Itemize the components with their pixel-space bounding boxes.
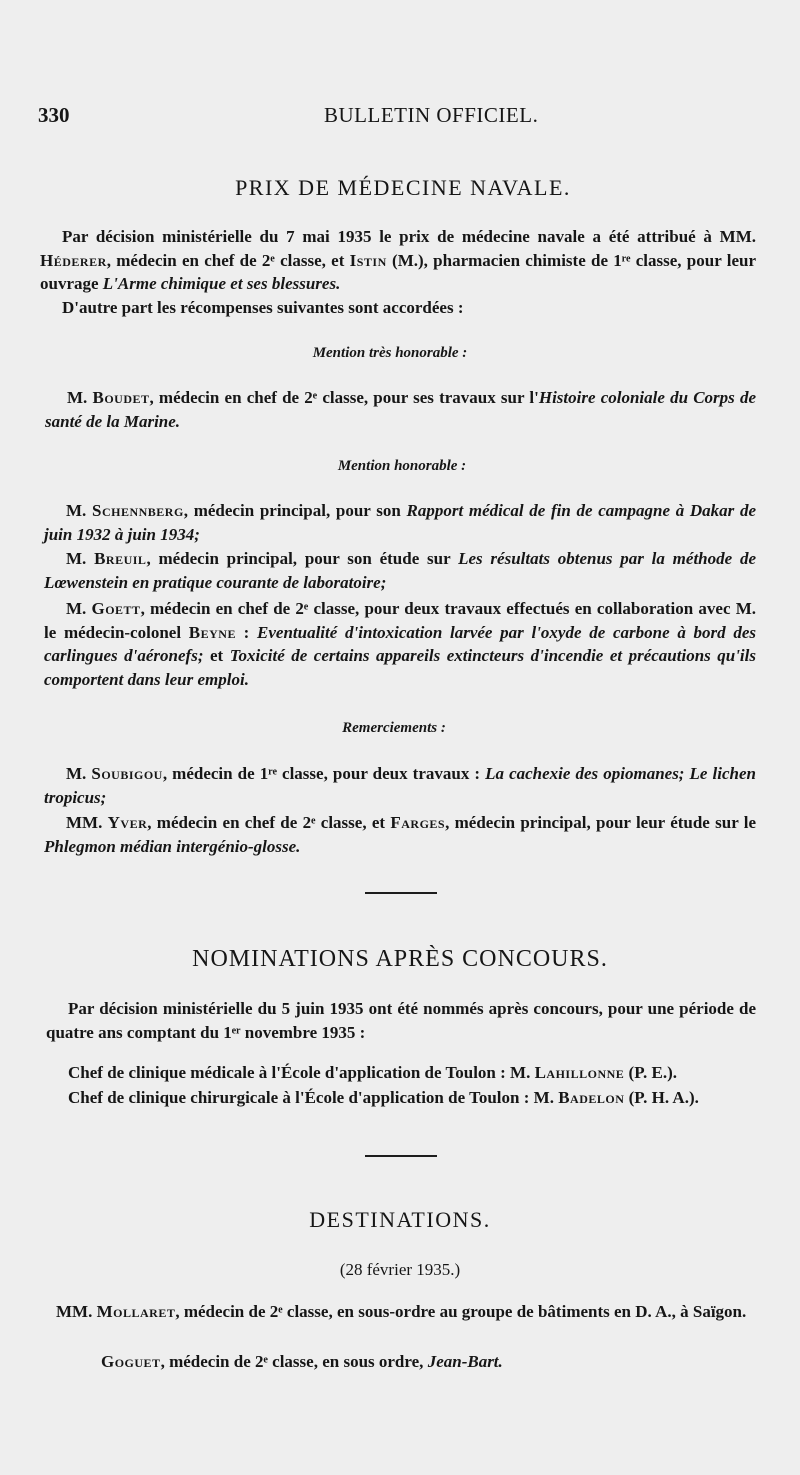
person-name: Goguet [101,1352,161,1371]
work-title: Toxicité de certains appareils extincteurs d'incendie et précautions qu'ils comportent dans leur emploi. [44,646,756,689]
person-name: Soubigou [91,764,163,783]
paragraph-badelon: Chef de clinique chirurgicale à l'École d'application de Toulon : M. Badelon (P. H. A.). [68,1088,699,1107]
person-name: Goett [91,599,141,618]
person-name: Istin [349,250,387,270]
paragraph-soubigou: M. Soubigou, médecin de 1ʳᵉ classe, pour deux travaux : La cachexie des opiomanes; Le lichen tropicus; [44,764,756,807]
person-name: Mollaret [96,1302,176,1321]
section-divider [365,892,437,894]
person-name: Beyne [188,622,236,642]
paragraph-mollaret: MM. Mollaret, médecin de 2ᵉ classe, en sous-ordre au groupe de bâtiments en D. A., à Saïgon. [56,1302,747,1321]
paragraph-recompenses: D'autre part les récompenses suivantes sont accordées : [62,298,464,317]
ship-name: Jean-Bart. [427,1352,503,1371]
person-name: Yver [107,813,148,832]
work-title: Histoire coloniale du Corps de santé de la Marine. [45,388,757,431]
section-divider [365,1155,437,1157]
work-title: Eventualité d'intoxication larvée par l'oxyde de carbone à bord des carlingues d'aéronefs; [44,622,756,665]
person-name: Badelon [558,1088,625,1107]
running-title: BULLETIN OFFICIEL. [324,103,539,127]
subheading-mention-honorable: Mention honorable : [337,458,467,474]
work-title: Rapport médical de fin de campagne à Dakar de juin 1932 à juin 1934; [44,501,757,544]
person-name: Breuil [94,549,147,568]
page-header [38,103,768,133]
paragraph-schennberg: M. Schennberg, médecin principal, pour son Rapport médical de fin de campagne à Dakar de juin 1932 à juin 1934; [44,501,757,544]
work-title: La cachexie des opiomanes; Le lichen tropicus; [44,764,756,807]
person-name: Farges [390,813,446,832]
paragraph-yver-farges: MM. Yver, médecin en chef de 2ᵉ classe, et Farges, médecin principal, pour leur étude sur le Phlegmon médian intergénio-glosse. [44,813,757,856]
paragraph-boudet: M. Boudet, médecin en chef de 2ᵉ classe, pour ses travaux sur l'Histoire coloniale du Corps de santé de la Marine. [45,388,757,431]
section-title-destinations: DESTINATIONS. [309,1207,491,1232]
paragraph-lahillonne: Chef de clinique médicale à l'École d'application de Toulon : M. Lahillonne (P. E.). [68,1063,678,1082]
paragraph-goguet: Goguet, médecin de 2ᵉ classe, en sous ordre, Jean-Bart. [101,1352,503,1371]
section-title-prix: PRIX DE MÉDECINE NAVALE. [235,175,571,200]
person-name: Héderer [40,250,107,270]
work-title: L'Arme chimique et ses blessures. [102,274,341,293]
person-name: Schennberg [91,501,184,520]
page-number: 330 [38,103,70,127]
work-title: Les résultats obtenus par la méthode de Lœwenstein en pratique courante de laboratoire; [44,549,756,592]
paragraph-nominations-intro: Par décision ministérielle du 5 juin 1935 ont été nommés après concours, pour une période de quatre ans comptant du 1ᵉʳ novembre 1935 : [46,999,756,1042]
paragraph-prix-intro: Par décision ministérielle du 7 mai 1935 le prix de médecine navale a été attribué à MM. Héderer, médecin en chef de 2ᵉ classe, et Istin (M.), pharmacien chimiste de 1ʳᵉ classe, pour leur ouvrage L'Arme chimique et ses blessures. [40,227,756,293]
subheading-mention-tres-honorable: Mention très honorable : [312,345,468,361]
paragraph-goett: M. Goett, médecin en chef de 2ᵉ classe, pour deux travaux effectués en collaboration avec M. le médecin-colonel Beyne : Eventualité d'intoxication larvée par l'oxyde de carbone à bord des carlingues d'aéronefs; et Toxicité de certains appareils extincteurs d'incendie et précautions qu'ils comportent dans leur emploi. [44,599,756,689]
subheading-remerciements: Remerciements : [342,720,446,736]
work-title: Phlegmon médian intergénio-glosse. [44,836,301,856]
destinations-date: (28 février 1935.) [339,1260,461,1279]
person-name: Boudet [92,388,150,407]
paragraph-breuil: M. Breuil, médecin principal, pour son étude sur Les résultats obtenus par la méthode de Lœwenstein en pratique courante de laboratoire; [44,549,756,592]
section-title-nominations: NOMINATIONS APRÈS CONCOURS. [192,946,608,972]
person-name: Lahillonne [534,1063,625,1082]
